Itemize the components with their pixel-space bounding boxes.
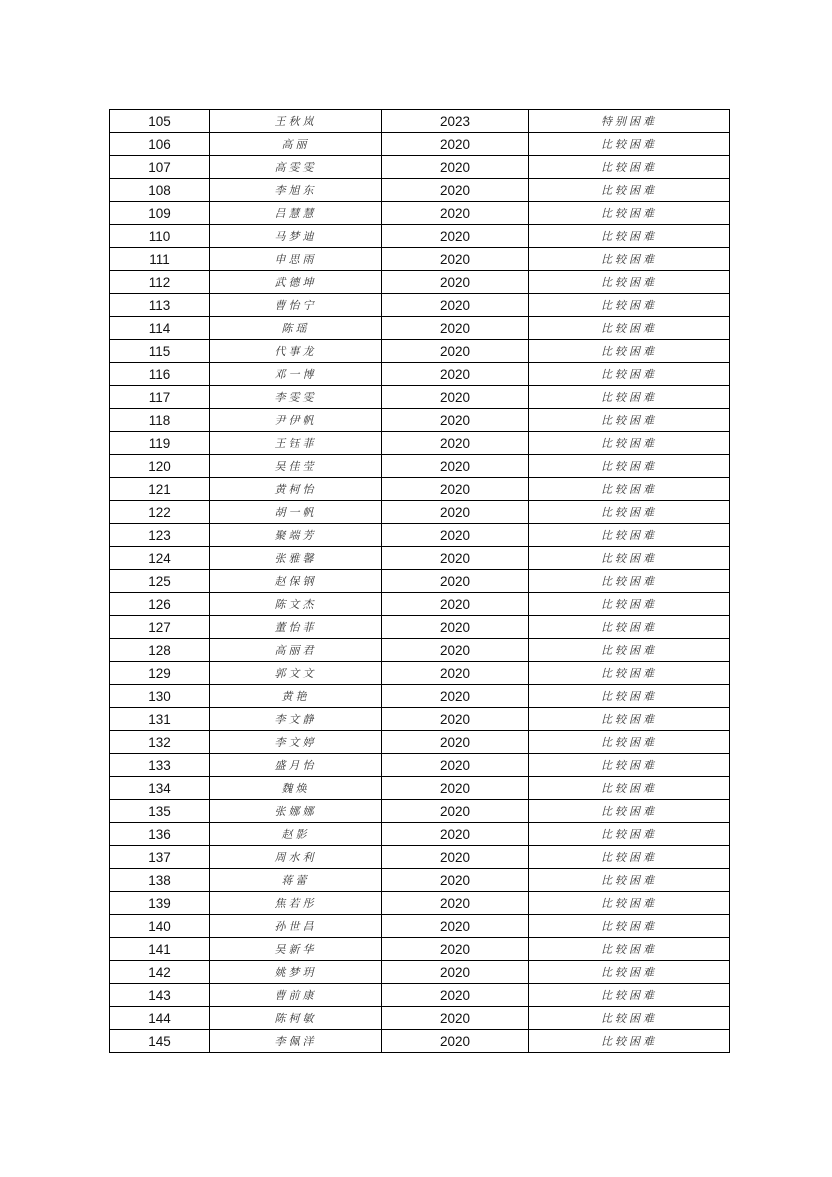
name-cell: 黄艳 — [210, 685, 382, 708]
year-cell: 2020 — [382, 662, 529, 685]
table-row — [110, 1007, 730, 1030]
year-cell: 2020 — [382, 386, 529, 409]
row-number-cell: 138 — [110, 869, 210, 892]
category-cell: 比较困难 — [529, 363, 730, 386]
row-number-cell: 133 — [110, 754, 210, 777]
category-cell: 比较困难 — [529, 478, 730, 501]
row-number-cell: 145 — [110, 1030, 210, 1053]
row-number-cell: 135 — [110, 800, 210, 823]
year-cell: 2020 — [382, 317, 529, 340]
year-cell: 2020 — [382, 731, 529, 754]
row-number-cell: 128 — [110, 639, 210, 662]
row-number-cell: 131 — [110, 708, 210, 731]
row-number-cell: 114 — [110, 317, 210, 340]
row-number-cell: 132 — [110, 731, 210, 754]
category-cell: 比较困难 — [529, 938, 730, 961]
name-cell: 孙世昌 — [210, 915, 382, 938]
table-row — [110, 777, 730, 800]
category-cell: 比较困难 — [529, 202, 730, 225]
table-row — [110, 961, 730, 984]
category-cell: 比较困难 — [529, 915, 730, 938]
name-cell: 张雅馨 — [210, 547, 382, 570]
year-cell: 2020 — [382, 708, 529, 731]
name-cell: 李文婷 — [210, 731, 382, 754]
table-row — [110, 524, 730, 547]
table-row — [110, 317, 730, 340]
year-cell: 2020 — [382, 685, 529, 708]
name-cell: 高丽君 — [210, 639, 382, 662]
table-row — [110, 846, 730, 869]
name-cell: 代事龙 — [210, 340, 382, 363]
name-cell: 马梦迪 — [210, 225, 382, 248]
year-cell: 2020 — [382, 593, 529, 616]
table-row — [110, 1030, 730, 1053]
table-row — [110, 938, 730, 961]
category-cell: 比较困难 — [529, 156, 730, 179]
row-number-cell: 116 — [110, 363, 210, 386]
row-number-cell: 130 — [110, 685, 210, 708]
year-cell: 2020 — [382, 133, 529, 156]
row-number-cell: 143 — [110, 984, 210, 1007]
category-cell: 比较困难 — [529, 133, 730, 156]
records-table-body — [110, 110, 730, 1053]
name-cell: 陈瑶 — [210, 317, 382, 340]
name-cell: 王钰菲 — [210, 432, 382, 455]
row-number-cell: 124 — [110, 547, 210, 570]
row-number-cell: 113 — [110, 294, 210, 317]
year-cell: 2020 — [382, 432, 529, 455]
row-number-cell: 106 — [110, 133, 210, 156]
row-number-cell: 125 — [110, 570, 210, 593]
name-cell: 魏焕 — [210, 777, 382, 800]
category-cell: 比较困难 — [529, 846, 730, 869]
category-cell: 比较困难 — [529, 271, 730, 294]
row-number-cell: 122 — [110, 501, 210, 524]
row-number-cell: 127 — [110, 616, 210, 639]
name-cell: 王秋岚 — [210, 110, 382, 133]
table-row — [110, 133, 730, 156]
category-cell: 比较困难 — [529, 639, 730, 662]
category-cell: 比较困难 — [529, 685, 730, 708]
year-cell: 2020 — [382, 915, 529, 938]
row-number-cell: 144 — [110, 1007, 210, 1030]
name-cell: 蒋蕾 — [210, 869, 382, 892]
year-cell: 2020 — [382, 225, 529, 248]
table-row — [110, 455, 730, 478]
name-cell: 邓一博 — [210, 363, 382, 386]
year-cell: 2020 — [382, 501, 529, 524]
category-cell: 比较困难 — [529, 961, 730, 984]
row-number-cell: 129 — [110, 662, 210, 685]
category-cell: 比较困难 — [529, 662, 730, 685]
category-cell: 比较困难 — [529, 1007, 730, 1030]
name-cell: 申思雨 — [210, 248, 382, 271]
name-cell: 郭文文 — [210, 662, 382, 685]
category-cell: 比较困难 — [529, 823, 730, 846]
category-cell: 比较困难 — [529, 524, 730, 547]
row-number-cell: 118 — [110, 409, 210, 432]
year-cell: 2020 — [382, 892, 529, 915]
row-number-cell: 112 — [110, 271, 210, 294]
table-row — [110, 409, 730, 432]
name-cell: 李文静 — [210, 708, 382, 731]
name-cell: 曹前康 — [210, 984, 382, 1007]
row-number-cell: 141 — [110, 938, 210, 961]
row-number-cell: 120 — [110, 455, 210, 478]
row-number-cell: 107 — [110, 156, 210, 179]
row-number-cell: 134 — [110, 777, 210, 800]
category-cell: 比较困难 — [529, 777, 730, 800]
category-cell: 比较困难 — [529, 340, 730, 363]
table-row — [110, 616, 730, 639]
name-cell: 张娜娜 — [210, 800, 382, 823]
name-cell: 姚梦玥 — [210, 961, 382, 984]
row-number-cell: 139 — [110, 892, 210, 915]
year-cell: 2020 — [382, 156, 529, 179]
category-cell: 比较困难 — [529, 225, 730, 248]
name-cell: 吴佳莹 — [210, 455, 382, 478]
table-row — [110, 800, 730, 823]
year-cell: 2020 — [382, 524, 529, 547]
row-number-cell: 140 — [110, 915, 210, 938]
row-number-cell: 115 — [110, 340, 210, 363]
row-number-cell: 117 — [110, 386, 210, 409]
row-number-cell: 119 — [110, 432, 210, 455]
year-cell: 2020 — [382, 1030, 529, 1053]
year-cell: 2020 — [382, 202, 529, 225]
table-row — [110, 432, 730, 455]
table-row — [110, 386, 730, 409]
row-number-cell: 108 — [110, 179, 210, 202]
category-cell: 比较困难 — [529, 179, 730, 202]
table-row — [110, 501, 730, 524]
year-cell: 2020 — [382, 754, 529, 777]
year-cell: 2020 — [382, 823, 529, 846]
year-cell: 2020 — [382, 1007, 529, 1030]
category-cell: 比较困难 — [529, 570, 730, 593]
name-cell: 李佩洋 — [210, 1030, 382, 1053]
row-number-cell: 111 — [110, 248, 210, 271]
table-row — [110, 662, 730, 685]
table-row — [110, 731, 730, 754]
name-cell: 曹怡宁 — [210, 294, 382, 317]
row-number-cell: 110 — [110, 225, 210, 248]
row-number-cell: 126 — [110, 593, 210, 616]
category-cell: 比较困难 — [529, 616, 730, 639]
year-cell: 2020 — [382, 409, 529, 432]
name-cell: 胡一帆 — [210, 501, 382, 524]
year-cell: 2020 — [382, 616, 529, 639]
table-row — [110, 570, 730, 593]
year-cell: 2020 — [382, 938, 529, 961]
category-cell: 比较困难 — [529, 294, 730, 317]
table-row — [110, 984, 730, 1007]
category-cell: 特别困难 — [529, 110, 730, 133]
category-cell: 比较困难 — [529, 317, 730, 340]
name-cell: 尹伊帆 — [210, 409, 382, 432]
name-cell: 盛月怡 — [210, 754, 382, 777]
year-cell: 2020 — [382, 961, 529, 984]
year-cell: 2020 — [382, 869, 529, 892]
name-cell: 黄柯怡 — [210, 478, 382, 501]
table-row — [110, 202, 730, 225]
table-row — [110, 823, 730, 846]
row-number-cell: 142 — [110, 961, 210, 984]
name-cell: 李旭东 — [210, 179, 382, 202]
category-cell: 比较困难 — [529, 593, 730, 616]
table-row — [110, 225, 730, 248]
category-cell: 比较困难 — [529, 800, 730, 823]
table-row — [110, 110, 730, 133]
year-cell: 2020 — [382, 547, 529, 570]
category-cell: 比较困难 — [529, 731, 730, 754]
table-row — [110, 271, 730, 294]
name-cell: 董怡菲 — [210, 616, 382, 639]
name-cell: 赵影 — [210, 823, 382, 846]
year-cell: 2020 — [382, 984, 529, 1007]
year-cell: 2020 — [382, 179, 529, 202]
category-cell: 比较困难 — [529, 501, 730, 524]
table-row — [110, 639, 730, 662]
table-row — [110, 754, 730, 777]
table-row — [110, 179, 730, 202]
table-row — [110, 892, 730, 915]
table-row — [110, 363, 730, 386]
records-table — [109, 109, 730, 1053]
year-cell: 2020 — [382, 248, 529, 271]
table-row — [110, 547, 730, 570]
table-row — [110, 869, 730, 892]
name-cell: 高雯雯 — [210, 156, 382, 179]
year-cell: 2020 — [382, 846, 529, 869]
category-cell: 比较困难 — [529, 754, 730, 777]
year-cell: 2020 — [382, 639, 529, 662]
name-cell: 李雯雯 — [210, 386, 382, 409]
name-cell: 高丽 — [210, 133, 382, 156]
table-row — [110, 685, 730, 708]
name-cell: 周水利 — [210, 846, 382, 869]
year-cell: 2020 — [382, 340, 529, 363]
year-cell: 2020 — [382, 478, 529, 501]
category-cell: 比较困难 — [529, 869, 730, 892]
category-cell: 比较困难 — [529, 892, 730, 915]
name-cell: 焦若彤 — [210, 892, 382, 915]
name-cell: 吴新华 — [210, 938, 382, 961]
table-row — [110, 156, 730, 179]
category-cell: 比较困难 — [529, 432, 730, 455]
year-cell: 2020 — [382, 777, 529, 800]
name-cell: 聚端芳 — [210, 524, 382, 547]
category-cell: 比较困难 — [529, 386, 730, 409]
category-cell: 比较困难 — [529, 708, 730, 731]
table-row — [110, 340, 730, 363]
table-row — [110, 294, 730, 317]
year-cell: 2023 — [382, 110, 529, 133]
year-cell: 2020 — [382, 455, 529, 478]
name-cell: 陈柯敏 — [210, 1007, 382, 1030]
name-cell: 吕慧慧 — [210, 202, 382, 225]
name-cell: 武德坤 — [210, 271, 382, 294]
category-cell: 比较困难 — [529, 248, 730, 271]
category-cell: 比较困难 — [529, 1030, 730, 1053]
year-cell: 2020 — [382, 294, 529, 317]
row-number-cell: 121 — [110, 478, 210, 501]
table-row — [110, 915, 730, 938]
row-number-cell: 136 — [110, 823, 210, 846]
year-cell: 2020 — [382, 363, 529, 386]
table-row — [110, 248, 730, 271]
category-cell: 比较困难 — [529, 455, 730, 478]
name-cell: 赵保钢 — [210, 570, 382, 593]
year-cell: 2020 — [382, 800, 529, 823]
category-cell: 比较困难 — [529, 547, 730, 570]
row-number-cell: 109 — [110, 202, 210, 225]
table-row — [110, 593, 730, 616]
year-cell: 2020 — [382, 570, 529, 593]
table-row — [110, 478, 730, 501]
category-cell: 比较困难 — [529, 984, 730, 1007]
row-number-cell: 105 — [110, 110, 210, 133]
row-number-cell: 123 — [110, 524, 210, 547]
year-cell: 2020 — [382, 271, 529, 294]
table-row — [110, 708, 730, 731]
row-number-cell: 137 — [110, 846, 210, 869]
category-cell: 比较困难 — [529, 409, 730, 432]
name-cell: 陈文杰 — [210, 593, 382, 616]
